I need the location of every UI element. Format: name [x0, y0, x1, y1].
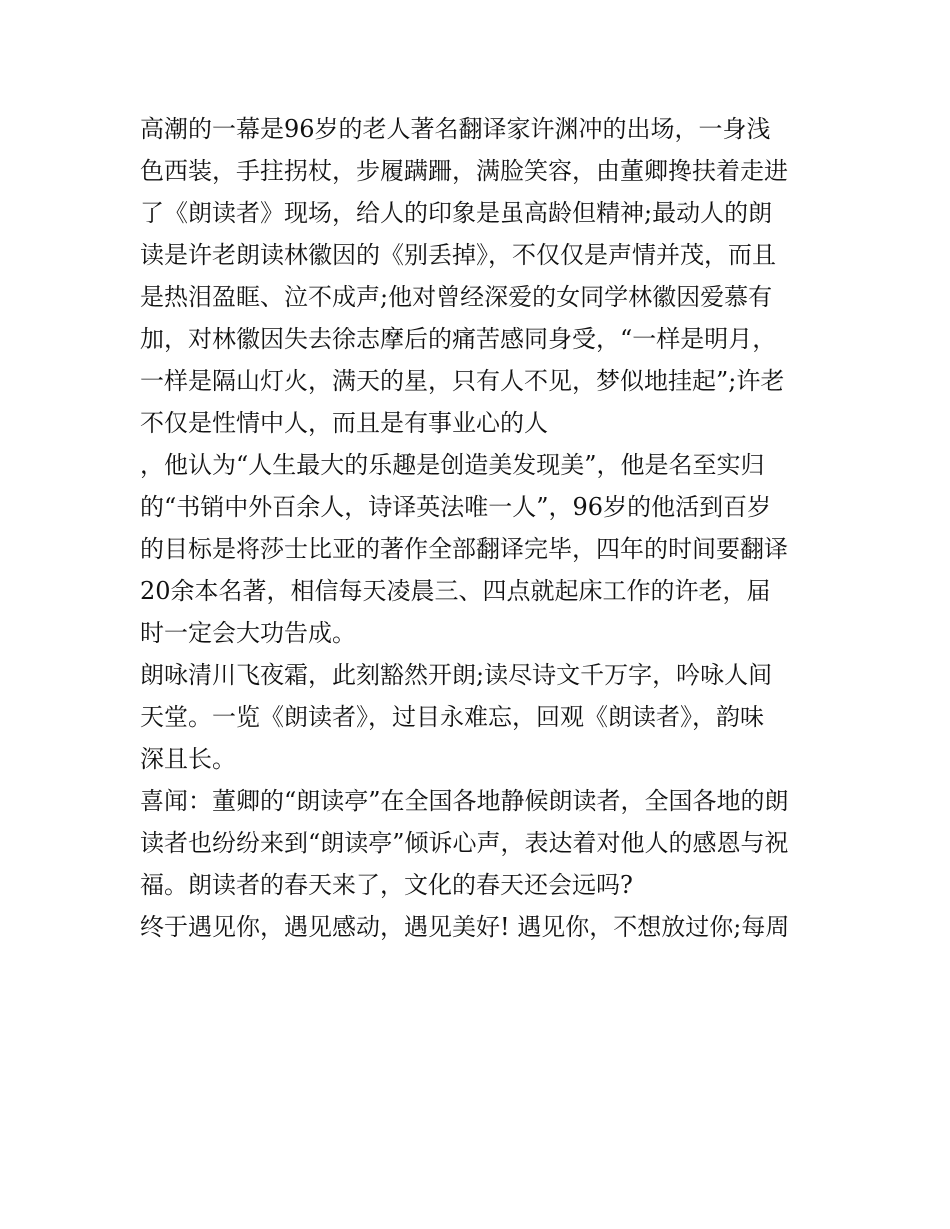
text-line: 加，对林徽因失去徐志摩后的痛苦感同身受，“一样是明月， — [140, 325, 777, 353]
text-line: 读者也纷纷来到“朗读亭”倾诉心声，表达着对他人的感恩与祝 — [140, 829, 789, 857]
text-line: 高潮的一幕是96岁的老人著名翻译家许渊冲的出场，一身浅 — [140, 115, 771, 143]
text-line: 终于遇见你，遇见感动，遇见美好! 遇见你，不想放过你;每周 — [140, 913, 790, 941]
text-line: 色西装，手拄拐杖，步履蹒跚，满脸笑容，由董卿搀扶着走进 — [140, 157, 788, 185]
text-line: 天堂。一览《朗读者》，过目永难忘，回观《朗读者》，韵味 — [140, 703, 764, 731]
text-line: 读是许老朗读林徽因的《别丢掉》，不仅仅是声情并茂，而且 — [140, 241, 776, 269]
text-line: 是热泪盈眶、泣不成声;他对曾经深爱的女同学林徽因爱慕有 — [140, 283, 773, 311]
text-line: 深且长。 — [140, 745, 236, 773]
body-text — [140, 108, 820, 948]
text-line: 不仅是性情中人，而且是有事业心的人 — [140, 409, 548, 437]
text-line: ，他认为“人生最大的乐趣是创造美发现美”，他是名至实归 — [140, 451, 765, 479]
text-line: 喜闻：董卿的“朗读亭”在全国各地静候朗读者，全国各地的朗 — [140, 787, 789, 815]
text-line: 20余本名著，相信每天凌晨三、四点就起床工作的许老，届 — [140, 577, 771, 605]
text-line: 福。朗读者的春天来了，文化的春天还会远吗? — [140, 871, 633, 899]
text-line: 的目标是将莎士比亚的著作全部翻译完毕，四年的时间要翻译 — [140, 535, 788, 563]
text-line: 了《朗读者》现场，给人的印象是虽高龄但精神;最动人的朗 — [140, 199, 773, 227]
text-line: 的“书销中外百余人，诗译英法唯一人”，96岁的他活到百岁 — [140, 493, 772, 521]
text-line: 一样是隔山灯火，满天的星，只有人不见，梦似地挂起”;许老 — [140, 367, 785, 395]
text-line: 朗咏清川飞夜霜，此刻豁然开朗;读尽诗文千万字，吟咏人间 — [140, 661, 773, 689]
text-line: 时一定会大功告成。 — [140, 619, 356, 647]
